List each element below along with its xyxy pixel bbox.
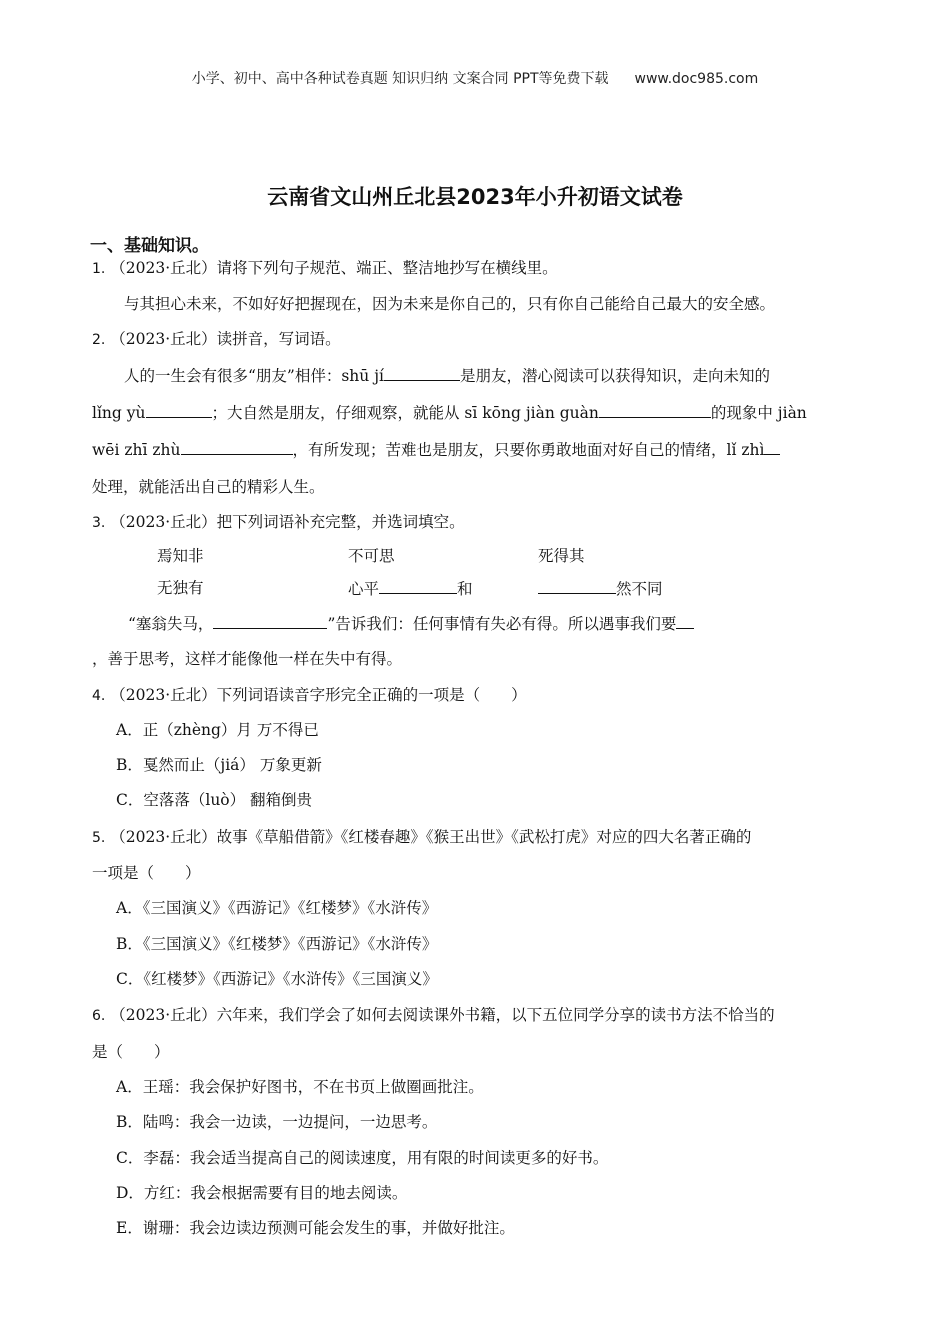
question-3-sentence-end: ，善于思考，这样才能像他一样在失中有得。 [92, 650, 403, 668]
option-e[interactable]: E．谢珊：我会边读边预测可能会发生的事，并做好批注。 [116, 1219, 515, 1237]
text-segment: ”告诉我们：任何事情有失必有得。所以遇事我们要 [327, 615, 677, 633]
answer-blank[interactable] [676, 612, 694, 629]
question-3 [92, 511, 465, 534]
option-a[interactable]: A．王瑶：我会保护好图书，不在书页上做圈画批注。 [116, 1078, 484, 1096]
header-site-link[interactable]: www.doc985.com [634, 71, 759, 87]
question-4 [92, 684, 527, 707]
question-stem: （2023·丘北）读拼音，写词语。 [110, 330, 341, 348]
text-segment: 然不同 [616, 580, 663, 598]
question-number: 6. [92, 1008, 106, 1024]
question-stem: （2023·丘北）六年来，我们学会了如何去阅读课外书籍，以下五位同学分享的读书方法不恰当的 [110, 1006, 775, 1024]
header-text: 小学、初中、高中各种试卷真题 知识归纳 文案合同 PPT等免费下载 [191, 71, 609, 87]
question-3-sentence [128, 612, 694, 635]
question-number: 5. [92, 830, 106, 846]
question-1 [92, 257, 558, 280]
question-5 [92, 826, 751, 849]
question-2-line-4: 处理，就能活出自己的精彩人生。 [92, 478, 325, 496]
word-1: 焉知非 [157, 547, 204, 565]
section-heading: 一、基础知识。 [90, 236, 209, 256]
option-a[interactable]: A．《三国演义》《西游记》《红楼梦》《水浒传》 [116, 899, 438, 917]
question-number: 4. [92, 688, 106, 704]
text-segment: 的现象中 jiàn [710, 404, 807, 422]
word-2: 不可思 [348, 547, 395, 565]
question-stem: （2023·丘北）把下列词语补充完整，并选词填空。 [110, 513, 465, 531]
question-stem: （2023·丘北）故事《草船借箭》《红楼春趣》《猴王出世》《武松打虎》对应的四大名著正确的 [110, 828, 752, 846]
question-stem: （2023·丘北）下列词语读音字形完全正确的一项是（ ） [110, 686, 527, 704]
question-2-line-2 [92, 401, 807, 424]
question-2-line-1 [124, 364, 770, 387]
option-b[interactable]: B．陆鸣：我会一边读，一边提问，一边思考。 [116, 1113, 438, 1131]
text-segment: lǐng yù [92, 404, 146, 422]
word-5 [348, 577, 473, 600]
text-segment: “塞翁失马， [128, 615, 214, 633]
answer-blank[interactable] [379, 577, 457, 594]
answer-blank[interactable] [538, 577, 616, 594]
question-5-stem-cont: 一项是（ ） [92, 864, 201, 882]
question-6-stem-cont: 是（ ） [92, 1043, 170, 1061]
option-c[interactable]: C．空落落（luò） 翻箱倒贵 [116, 791, 313, 809]
text-segment: ，有所发现；苦难也是朋友，只要你勇敢地面对好自己的情绪，lǐ zhì [292, 441, 765, 459]
answer-blank[interactable] [599, 401, 711, 418]
text-segment: 是朋友，潜心阅读可以获得知识，走向未知的 [459, 367, 770, 385]
text-segment: ；大自然是朋友，仔细观察，就能从 sī kōng jiàn guàn [211, 404, 599, 422]
word-4: 无独有 [157, 579, 204, 597]
answer-blank[interactable] [384, 364, 460, 381]
text-segment: wēi zhī zhù [92, 441, 181, 459]
question-number: 2. [92, 332, 106, 348]
answer-blank[interactable] [213, 612, 327, 629]
page-title: 云南省文山州丘北县2023年小升初语文试卷 [267, 185, 683, 209]
option-c[interactable]: C．《红楼梦》《西游记》《水浒传》《三国演义》 [116, 970, 438, 988]
text-segment: 和 [457, 580, 473, 598]
question-1-sentence: 与其担心未来，不如好好把握现在，因为未来是你自己的，只有你自己能给自己最大的安全感。 [124, 295, 776, 313]
word-3: 死得其 [538, 547, 585, 565]
question-number: 1. [92, 261, 106, 277]
word-6 [538, 577, 663, 600]
page-header [0, 68, 950, 88]
text-segment: 人的一生会有很多“朋友”相伴：shū jí [124, 367, 384, 385]
option-d[interactable]: D．方红：我会根据需要有目的地去阅读。 [116, 1184, 408, 1202]
option-b[interactable]: B．《三国演义》《红楼梦》《西游记》《水浒传》 [116, 935, 438, 953]
option-b[interactable]: B．戛然而止（jiá） 万象更新 [116, 756, 322, 774]
text-segment: 心平 [348, 580, 380, 598]
option-c[interactable]: C．李磊：我会适当提高自己的阅读速度，用有限的时间读更多的好书。 [116, 1149, 609, 1167]
option-a[interactable]: A．正（zhèng）月 万不得已 [116, 721, 319, 739]
question-number: 3. [92, 515, 106, 531]
question-2 [92, 328, 341, 351]
question-stem: （2023·丘北）请将下列句子规范、端正、整洁地抄写在横线里。 [110, 259, 558, 277]
question-6 [92, 1004, 775, 1027]
answer-blank[interactable] [146, 401, 212, 418]
answer-blank[interactable] [181, 438, 293, 455]
question-2-line-3 [92, 438, 780, 461]
answer-blank[interactable] [764, 438, 780, 455]
